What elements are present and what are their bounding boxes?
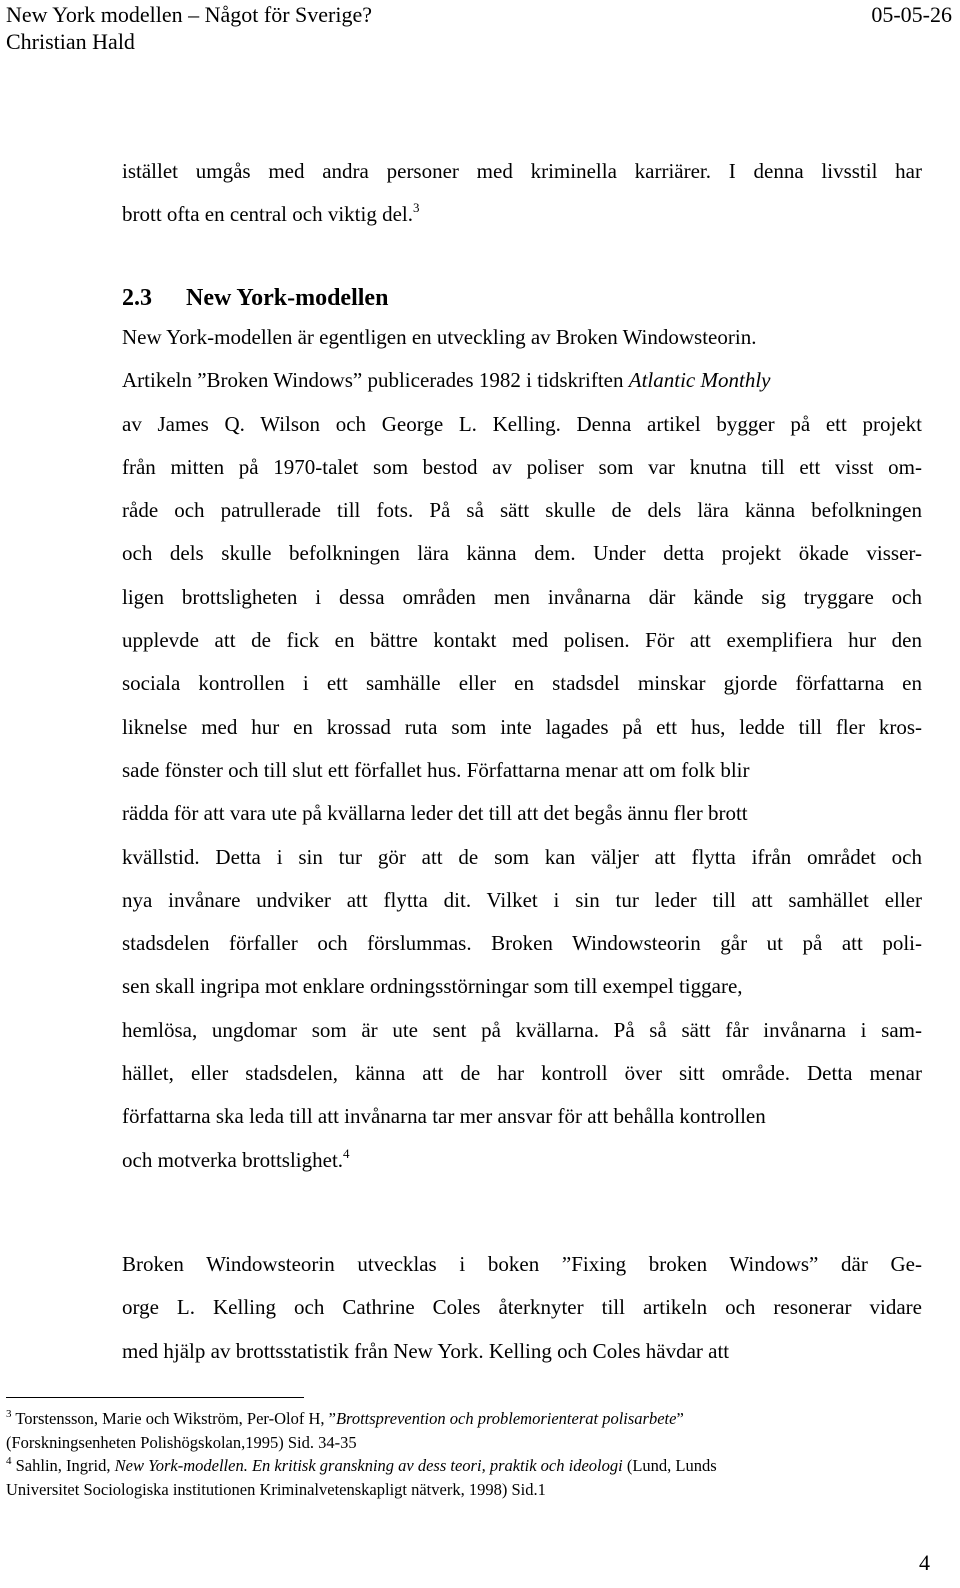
section-title-text: New York-modellen [186,285,389,311]
text-line: av James Q. Wilson och George L. Kelling. Denna artikel bygger på ett projekt [122,411,922,436]
footnote-ref-3: 3 [413,200,420,216]
text-line: upplevde att de fick en bättre kontakt med polisen. För att exemplifiera hur den [122,628,922,653]
text-line: hemlösa, ungdomar som är ute sent på kvällarna. På så sätt får invånarna i sam- [122,1017,922,1042]
text-fragment: Artikeln ”Broken Windows” publicerades 1982 i tidskriften [122,368,629,393]
footnote-text: (Forskningsenheten Polishögskolan,1995) Sid. 34-35 [6,1432,357,1452]
text-line: med hjälp av brottsstatistik från New York. Kelling och Coles hävdar att [122,1338,730,1363]
text-line: författarna ska leda till att invånarna tar mer ansvar för att behålla kontrollen [122,1104,766,1129]
footnote-text: Sahlin, Ingrid, [11,1456,115,1475]
footnotes [6,1407,946,1501]
footnote-ref-4: 4 [343,1145,350,1161]
header-title: New York modellen – Något för Sverige? [6,2,372,27]
footnote-text: ” [676,1409,684,1428]
header-date: 05-05-26 [871,2,952,27]
paragraph-main [122,316,922,1182]
text-line: liknelse med hur en krossad ruta som inte lagades på ett hus, ledde till fler kros- [122,714,922,739]
header-author: Christian Hald [6,29,135,54]
footnote-text: Torstensson, Marie och Wikström, Per-Olof H, ” [11,1409,336,1428]
text-line: Broken Windowsteorin utvecklas i boken ”Fixing broken Windows” där Ge- [122,1252,922,1276]
text-line: nya invånare undviker att flytta dit. Vilket i sin tur leder till att samhället eller [122,887,922,912]
text-line [122,359,922,402]
page-number: 4 [919,1550,930,1575]
footnote-4 [6,1454,946,1501]
footnote-3 [6,1407,946,1454]
footnote-title: New York-modellen. En kritisk granskning av dess teori, praktik och ideologi [114,1456,623,1475]
text-line: orge L. Kelling och Cathrine Coles återknyter till artikeln och resonerar vidare [122,1295,922,1320]
footnote-text: Universitet Sociologiska institutionen Kriminalvetenskapligt nätverk, 1998) Sid.1 [6,1479,546,1499]
text-line: stadsdelen förfaller och förslummas. Broken Windowsteorin går ut på att poli- [122,931,922,956]
footnote-separator [6,1397,304,1398]
text-line: istället umgås med andra personer med kriminella karriärer. I denna livsstil har [122,159,922,183]
footnote-number: 3 [6,1408,12,1420]
text-line: ligen brottsligheten i dessa områden men invånarna där kände sig tryggare och [122,584,922,609]
text-line: sen skall ingripa mot enklare ordningsstörningar som till exempel tiggare, [122,974,743,999]
text-line: råde och patrullerade till fots. På så sätt skulle de dels lära känna befolkningen [122,498,922,523]
section-number-display: 2.3 [122,285,152,311]
paragraph-continuation [122,150,922,237]
text-line [122,193,922,236]
footnote-text: (Lund, Lunds [622,1456,717,1475]
text-fragment: och motverka brottslighet. [122,1147,344,1172]
text-line: sade fönster och till slut ett förfallet hus. Författarna menar att om folk blir [122,757,750,782]
text-line: hället, eller stadsdelen, känna att de har kontroll över sitt område. Detta menar [122,1061,922,1086]
text-line: kvällstid. Detta i sin tur gör att de som kan väljer att flytta ifrån området och [122,844,922,869]
text-line: sociala kontrollen i ett samhälle eller en stadsdel minskar gjorde författarna en [122,671,922,696]
text-line: rädda för att vara ute på kvällarna leder det till att det begås ännu fler brott [122,801,748,826]
text-line: New York-modellen är egentligen en utveckling av Broken Windowsteorin. [122,325,757,349]
journal-title: Atlantic Monthly [628,368,771,393]
footnote-number: 4 [6,1455,12,1467]
text-line: och dels skulle befolkningen lära känna dem. Under detta projekt ökade visser- [122,541,922,566]
text-line [122,1139,922,1182]
section-title-display [122,282,388,314]
footnote-title: Brottsprevention och problemorienterat polisarbete [335,1409,677,1428]
text-fragment: brott ofta en central och viktig del. [122,202,413,227]
paragraph-second [122,1243,922,1373]
text-line: från mitten på 1970-talet som bestod av poliser som var knutna till ett visst om- [122,454,922,479]
